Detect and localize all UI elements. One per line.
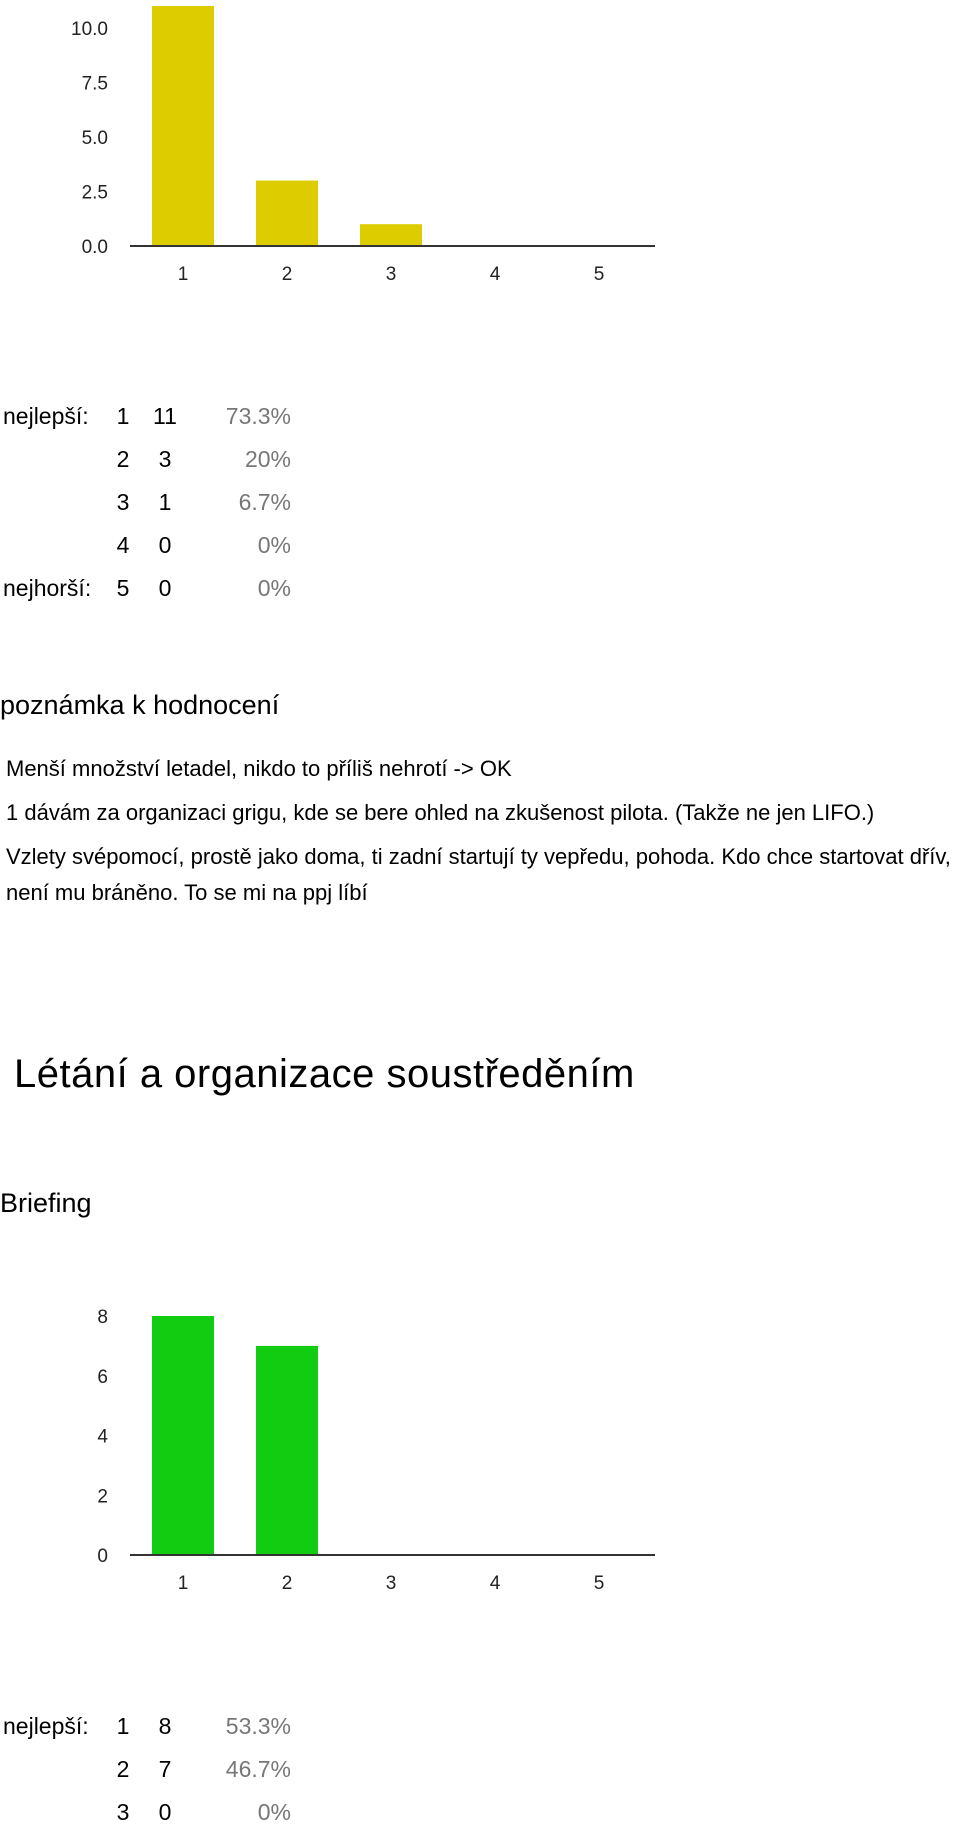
stats-row [0,1748,291,1791]
stats-row [0,395,291,438]
briefing-bar-chart [0,1300,700,1600]
stats-label: nejhorší: [3,575,92,601]
y-tick-label: 10.0 [71,18,108,40]
y-tick-label: 6 [97,1366,108,1388]
y-tick-label: 5.0 [81,127,108,149]
x-tick-label: 2 [281,264,293,285]
x-tick-label: 4 [489,1573,501,1594]
stats-pct: 46.7% [225,1756,291,1782]
stats-pct: 0% [257,1799,291,1825]
stats-label [0,524,107,567]
x-tick-label: 5 [593,264,605,285]
stats-row [0,438,291,481]
stats-rank: 5 [116,575,130,601]
comment-item: Menší množství letadel, nikdo to příliš nehrotí -> OK [6,756,512,781]
stats-pct: 73.3% [225,403,291,429]
rating-stats-table-1 [0,395,291,610]
stats-count: 1 [158,489,172,515]
stats-label [0,1748,107,1791]
comment-item: 1 dávám za organizaci grigu, kde se bere ohled na zkušenost pilota. (Takže ne jen LIFO.) [6,800,875,825]
y-tick-label: 0.0 [81,237,108,258]
stats-rank: 1 [116,1713,130,1739]
stats-row [0,524,291,567]
stats-label [0,481,107,524]
x-tick-label: 4 [489,264,501,285]
bar-2 [256,181,318,246]
stats-pct: 0% [257,575,291,601]
y-tick-label: 2 [97,1486,108,1508]
comment-item: Vzlety svépomocí, prostě jako doma, ti zadní startují ty vepředu, pohoda. Kdo chce startovat dřív, není mu bráněno. To se mi na ppj líbí [6,844,951,905]
bar-1 [152,1316,214,1555]
stats-rank: 3 [116,489,130,515]
stats-pct: 20% [244,446,291,472]
briefing-stats-table [0,1705,291,1834]
stats-pct: 0% [257,532,291,558]
rating-bar-chart-1 [0,0,700,300]
stats-count: 11 [153,403,177,429]
stats-pct: 6.7% [238,489,291,515]
stats-label [0,1791,107,1834]
stats-label [0,438,107,481]
bar-1 [152,6,214,246]
stats-rank: 1 [116,403,130,429]
section-heading: Létání a organizace soustředěním [14,1052,635,1096]
stats-rank: 4 [116,532,130,558]
stats-count: 0 [158,1799,172,1825]
x-tick-label: 5 [593,1573,605,1594]
bar-3 [360,224,422,246]
y-tick-label: 0 [97,1546,108,1567]
stats-pct: 53.3% [225,1713,291,1739]
y-tick-label: 4 [97,1426,108,1448]
stats-row [0,1791,291,1834]
comments-list [6,751,956,919]
x-tick-label: 1 [177,264,189,285]
stats-rank: 2 [116,446,130,472]
y-tick-label: 7.5 [81,73,108,95]
y-tick-label: 8 [97,1307,108,1328]
stats-label: nejlepší: [3,1713,89,1739]
x-tick-label: 3 [385,1573,397,1594]
stats-count: 0 [158,575,172,601]
x-tick-label: 2 [281,1573,293,1594]
x-tick-label: 1 [177,1573,189,1594]
stats-label: nejlepší: [3,403,89,429]
stats-count: 7 [158,1756,172,1782]
y-tick-label: 2.5 [81,182,108,204]
notes-title: poznámka k hodnocení [0,690,280,720]
stats-row [0,567,291,610]
briefing-title: Briefing [0,1188,92,1218]
stats-count: 8 [158,1713,172,1739]
stats-rank: 3 [116,1799,130,1825]
stats-count: 0 [158,532,172,558]
bar-2 [256,1346,318,1555]
x-tick-label: 3 [385,264,397,285]
stats-rank: 2 [116,1756,130,1782]
stats-row [0,481,291,524]
stats-count: 3 [158,446,172,472]
stats-row [0,1705,291,1748]
